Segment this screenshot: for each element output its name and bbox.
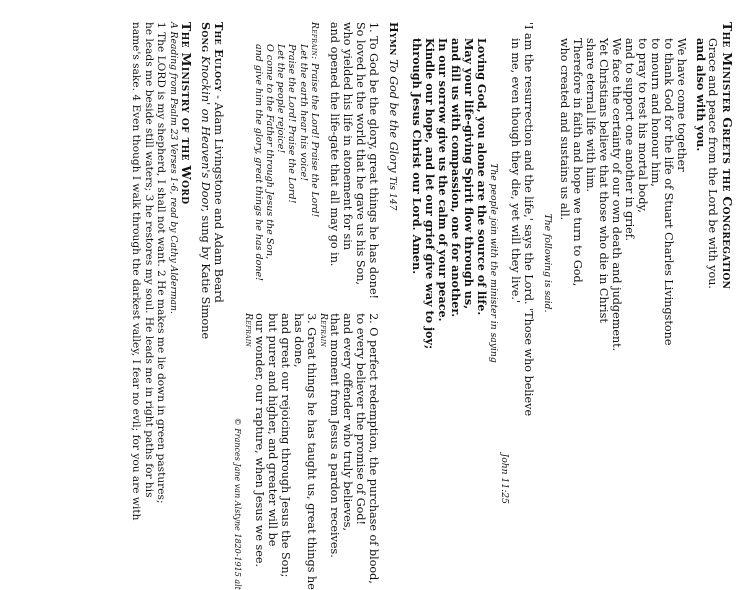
intro-line: to thank God for the life of Stuart Charles Livingstone: [661, 38, 675, 346]
eulogy-text: - Adam Livingstone and Adam Beard: [211, 95, 225, 303]
verse-line: to every believer the promise of God!: [354, 313, 368, 526]
scripture-line: in me, even though they die, yet will they live.': [509, 38, 523, 304]
refrain-line: Let the people rejoice!: [275, 44, 287, 154]
greeting-section: [410, 22, 734, 504]
hymn-credit: © Frances Jane van Alstyne 1820-1915 alt: [232, 417, 242, 590]
intro-line: share eternal life with him.: [583, 38, 597, 193]
hymn-title: To God be the Glory: [386, 59, 400, 173]
reading-line: name's sake. 4 Even though I walk through the darkest valley, I fear no evil; for you are with: [130, 22, 143, 521]
verse-line: and every offender who truly believes,: [341, 313, 355, 532]
eulogy-section: [212, 22, 225, 504]
reading-line: 1 The LORD is my shepherd, I shall not want. 2 He makes me lie down in green pastures;: [155, 22, 168, 504]
prayer-line: In our sorrow give us the calm of your peace.: [435, 38, 450, 322]
refrain-line: O come to the Father through Jesus the Son,: [264, 44, 276, 260]
intro-line: Yet Christians believe that those who die in Christ: [596, 38, 610, 323]
verse-line: 1. To God be the glory, great things he has done!: [367, 22, 381, 300]
intro-line: Therefore in faith and hope we turn to God,: [570, 38, 584, 287]
verse-line: So loved he the world that he gave us his Son,: [354, 22, 368, 286]
greeting-title: The Minister Greets the Congregation: [720, 22, 735, 290]
refrain-cue: Refrain: [242, 313, 254, 348]
song-text: sung by Katie Simone: [198, 215, 212, 340]
prayer-intro: The people join with the minister in saying: [488, 163, 500, 363]
verse-line: that moment from Jesus a pardon receives.: [328, 313, 342, 558]
refrain-cue: Refrain: [318, 313, 330, 348]
intro-line: We have come together: [674, 38, 688, 172]
refrain-label: Refrain:: [309, 22, 321, 60]
prayer-line: through Jesus Christ our Lord. Amen.: [409, 38, 424, 275]
verse-line: has done,: [291, 313, 305, 368]
prayer-line: May your life-giving Spirit flow through us,: [461, 38, 476, 310]
scripture-line: 'I am the resurrection and the life,' says the Lord. 'Those who believe: [522, 22, 536, 417]
intro-line: to mourn and honour him,: [648, 38, 662, 187]
verse-line: and opened the life-gate that all may go in.: [328, 22, 342, 267]
verse-line: our wonder, our rapture, when Jesus we see.: [252, 313, 266, 568]
prayer-text: [410, 22, 488, 504]
song-section: [199, 22, 212, 504]
reading-section: [130, 22, 180, 521]
verse-line: but purer and higher, and greater will be: [265, 313, 279, 547]
intro-line: and to support one another in grief.: [622, 38, 636, 242]
scripture-quote: [498, 22, 535, 504]
reading-line: he leads me beside still waters; 3 he restores my soul. He leads me in right paths for his: [142, 22, 155, 498]
hymn-number: Tis 147: [386, 176, 398, 211]
hymn-heading: [386, 22, 400, 504]
greeting-intro: [558, 22, 688, 504]
intro-line: to pray to rest his mortal body,: [635, 38, 649, 213]
hymn-label: Hymn: [386, 22, 401, 56]
prayer-line: Kindle our hope, and let our grief give way to joy;: [422, 38, 437, 350]
hymn-left-column: [233, 22, 380, 299]
refrain-line: Let the earth hear his voice!: [297, 44, 309, 182]
intro-line: We face the certainty of our own death and judgement.: [609, 38, 623, 352]
prayer-line: and fill us with compassion, one for another.: [448, 38, 463, 318]
refrain-text: [253, 22, 308, 299]
reading-intro: A Reading from Psalm 23 Verses 1-6, read by Cathy Alderman.: [168, 22, 180, 314]
song-label: Song: [198, 22, 213, 53]
intro-line: who created and sustains us all.: [557, 38, 571, 221]
verse-line: 2. O perfect redemption, the purchase of blood,: [367, 313, 381, 584]
greeting-line: Grace and peace from the Lord be with you.: [706, 38, 720, 289]
refrain-line: Praise the Lord! Praise the Lord!: [309, 63, 321, 218]
scripture-ref: John 11:25: [499, 453, 511, 504]
verse-line: and great our rejoicing through Jesus the Son;: [278, 313, 292, 578]
prayer-line: Loving God, you alone are the source of life.: [474, 38, 489, 316]
hymn-body: [232, 22, 381, 590]
eulogy-label: The Eulogy: [211, 22, 226, 92]
greeting-response: and also with you.: [693, 38, 708, 152]
verse-line: 3. Great things he has taught us, great things he: [304, 313, 318, 590]
following-note: The following is said.: [541, 213, 553, 313]
ministry-title: The Ministry of the Word: [178, 22, 194, 205]
refrain-line: Praise the Lord! Praise the Lord!: [286, 44, 298, 204]
song-title: Knockin' on Heaven's Door,: [198, 55, 212, 212]
verse-line: who yielded his life in atonement for sin: [341, 22, 355, 251]
refrain-line: and give him the glory, great things he has done!: [253, 44, 265, 281]
hymn-right-column: [233, 313, 380, 590]
